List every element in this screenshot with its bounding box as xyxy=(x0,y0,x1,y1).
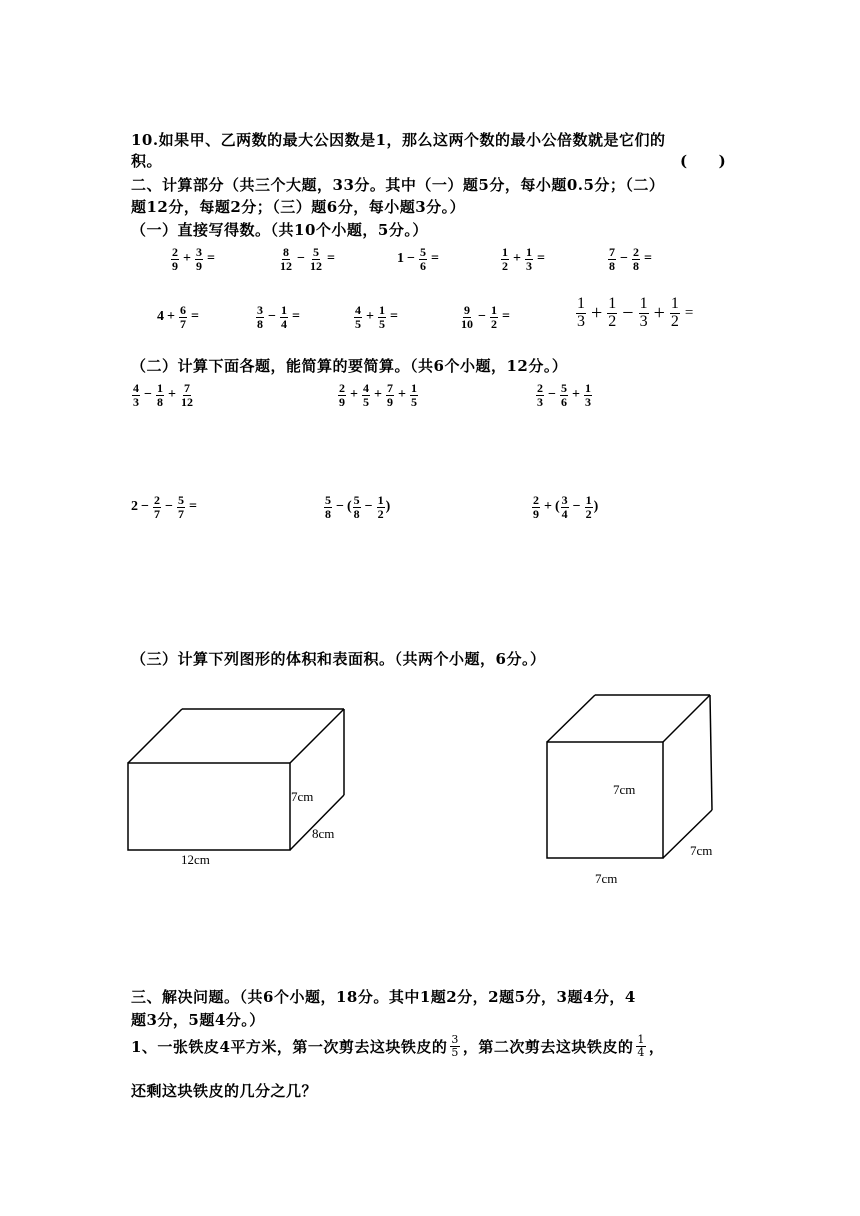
direct-expr-8: $\frac{4}{5}$ + $\frac{1}{5}$ = xyxy=(355,303,398,331)
direct-expr-4: $\frac{1}{2}$ + $\frac{1}{3}$ = xyxy=(502,245,545,273)
direct-expr-5: $\frac{7}{8}$ − $\frac{2}{8}$ = xyxy=(609,245,652,273)
cuboid-length-label: 12cm xyxy=(181,852,210,867)
direct-expr-10: $\frac{1}{3}$ + $\frac{1}{2}$ − $\frac{1}{3}$ + $\frac{1}{2}$ = xyxy=(577,295,694,330)
simplify-expr-4: 2 − $\frac{2}{7}$ − $\frac{5}{7}$ = xyxy=(131,493,197,521)
cuboid-depth-label: 8cm xyxy=(312,826,335,841)
direct-expr-2: $\frac{8}{12}$ − $\frac{5}{12}$ = xyxy=(280,245,335,273)
direct-expr-1: $\frac{2}{9}$ + $\frac{3}{9}$ = xyxy=(172,245,215,273)
section1-title: （一）直接写得数。（共10个小题，5分。） xyxy=(131,221,428,239)
direct-expr-7: $\frac{3}{8}$ − $\frac{1}{4}$ = xyxy=(257,303,300,331)
part2-heading-line1: 二、计算部分（共三个大题，33分。其中（一）题5分，每小题0.5分；（二） xyxy=(131,176,665,194)
simplify-expr-1: $\frac{4}{3}$ − $\frac{1}{8}$ + $\frac{7}{12}$ xyxy=(133,381,193,409)
part3-heading-line1: 三、解决问题。（共6个小题，18分。其中1题2分，2题5分，3题4分，4 xyxy=(131,988,636,1006)
direct-expr-9: $\frac{9}{10}$ − $\frac{1}{2}$ = xyxy=(461,303,510,331)
simplify-expr-6: $\frac{2}{9}$ + ( $\frac{3}{4}$ − $\frac{1}{2}$ ) xyxy=(533,493,599,521)
fraction: $\frac{2}{9}$ xyxy=(172,245,178,273)
section2-title: （二）计算下面各题，能简算的要简算。（共6个小题，12分。） xyxy=(131,357,568,375)
q1-line1: 1、一张铁皮4平方米，第一次剪去这块铁皮的 $\frac{3}{5}$ ，第二次剪去这块铁皮的 $\frac{1}{4}$ ， xyxy=(131,1033,665,1059)
direct-expr-3: 1 − $\frac{5}{6}$ = xyxy=(397,245,439,273)
q1-line2: 还剩这块铁皮的几分之几？ xyxy=(131,1082,318,1100)
cuboid-height-label: 7cm xyxy=(291,789,314,804)
q10-line2: 积。 xyxy=(131,152,163,170)
direct-expr-6: 4 + $\frac{6}{7}$ = xyxy=(157,303,199,331)
simplify-expr-2: $\frac{2}{9}$ + $\frac{4}{5}$ + $\frac{7}{9}$ + $\frac{1}{5}$ xyxy=(339,381,417,409)
cube-length-label: 7cm xyxy=(595,871,618,886)
q10-line1: 10.如果甲、乙两数的最大公因数是1，那么这两个数的最小公倍数就是它们的 xyxy=(131,131,666,149)
cube-figure xyxy=(547,695,712,858)
cube-depth-label: 7cm xyxy=(690,843,713,858)
fraction: $\frac{3}{9}$ xyxy=(195,245,202,273)
simplify-expr-5: $\frac{5}{8}$ − ( $\frac{5}{8}$ − $\frac{1}{2}$ ) xyxy=(325,493,391,521)
cube-height-label: 7cm xyxy=(613,782,636,797)
part3-heading-line2: 题3分，5题4分。） xyxy=(131,1011,265,1029)
simplify-expr-3: $\frac{2}{3}$ − $\frac{5}{6}$ + $\frac{1}{3}$ xyxy=(537,381,591,409)
section3-title: （三）计算下列图形的体积和表面积。（共两个小题，6分。） xyxy=(131,650,546,668)
part2-heading-line2: 题12分，每题2分；（三）题6分，每小题3分。） xyxy=(131,198,466,216)
answer-paren[interactable]: ( ) xyxy=(680,152,727,170)
